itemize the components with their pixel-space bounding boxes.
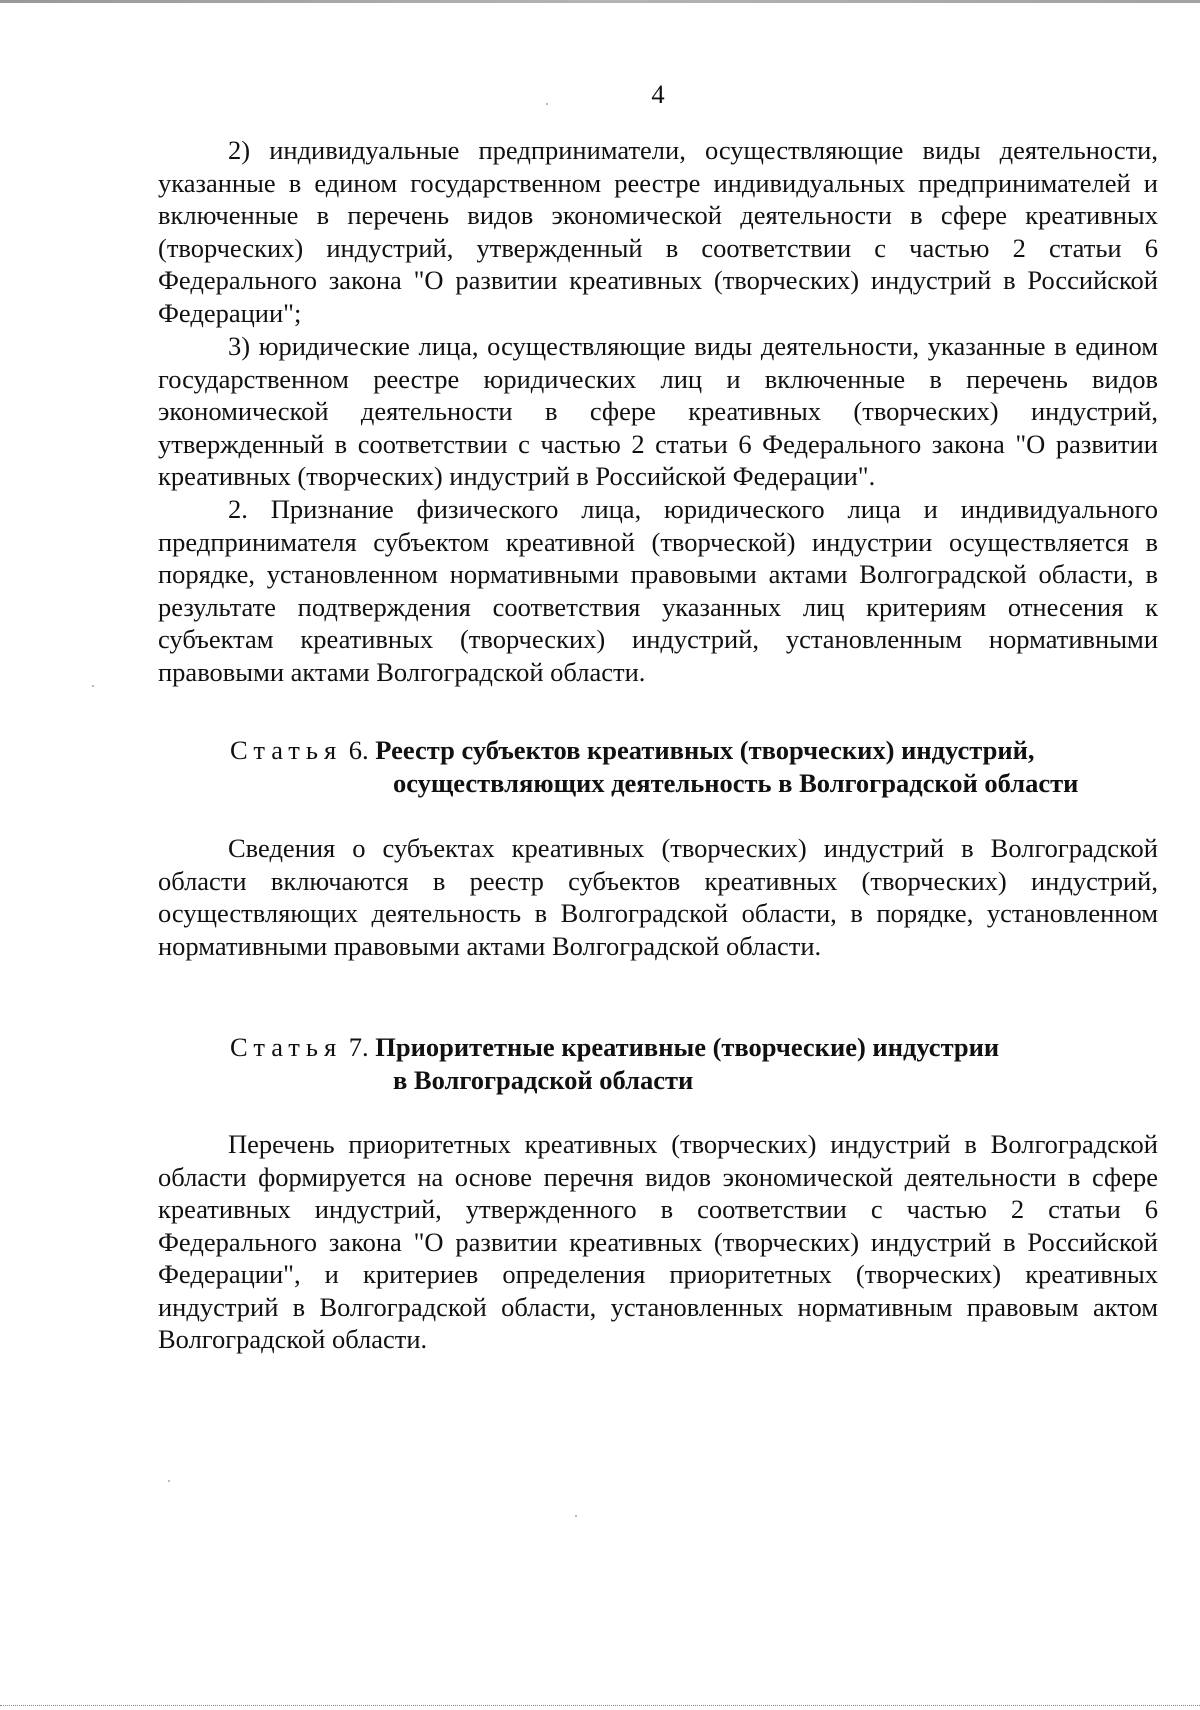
article-7-title-line2: в Волгоградской области [393, 1064, 694, 1095]
article-7-number: 7. [348, 1032, 369, 1062]
scan-speck [575, 1515, 577, 1517]
scan-speck [92, 685, 94, 687]
scan-speck [168, 1480, 170, 1482]
article-7-label: Статья [230, 1032, 343, 1062]
paragraph-legal-entities: 3) юридические лица, осуществляющие виды деятельности, указанные в едином государственном реестре юридических лиц и включенные в перечень видов экономической деятельности в сфере креативных (творческих) индустрий, утвержденный в соответствии с частью 2 статьи 6 Федерального закона "О развитии креативных (творческих) индустрий в Российской Федерации". [158, 331, 1158, 491]
article-6-title-line1: Реестр субъектов креативных (творческих) индустрий, [375, 735, 1035, 765]
article-7-title-line1: Приоритетные креативные (творческие) индустрии [375, 1032, 1000, 1062]
scan-speck [546, 103, 548, 105]
article-7-heading [230, 1031, 1130, 1096]
article-6-heading [230, 734, 1130, 799]
scan-edge-top [0, 0, 1200, 3]
paragraph-registry: Сведения о субъектах креативных (творческих) индустрий в Волгоградской области включаются в реестр субъектов креативных (творческих) индустрий, осуществляющих деятельность в Волгоградской области, в порядке, установленном нормативными правовыми актами Волгоградской области. [158, 833, 1158, 961]
page-number: 4 [651, 79, 665, 109]
paragraph-individual-entrepreneurs: 2) индивидуальные предприниматели, осуществляющие виды деятельности, указанные в едином государственном реестре индивидуальных предпринимателей и включенные в перечень видов экономической деятельности в сфере креативных (творческих) индустрий, утвержденный в соответствии с частью 2 статьи 6 Федерального закона "О развитии креативных (творческих) индустрий в Российской Федерации"; [158, 135, 1158, 328]
article-6-label: Статья [230, 735, 343, 765]
article-6-number: 6. [348, 735, 369, 765]
article-6-title-line2: осуществляющих деятельность в Волгоградской области [393, 767, 1079, 798]
paragraph-recognition: 2. Признание физического лица, юридического лица и индивидуального предпринимателя субъектом креативной (творческой) индустрии осуществляется в порядке, установленном нормативными правовыми актами Волгоградской области, в результате подтверждения соответствия указанных лиц критериям отнесения к субъектам креативных (творческих) индустрий, установленным нормативными правовыми актами Волгоградской области. [158, 494, 1158, 687]
scan-edge-bottom [0, 1705, 1200, 1710]
paragraph-priority-list: Перечень приоритетных креативных (творческих) индустрий в Волгоградской области формируется на основе перечня видов экономической деятельности в сфере креативных индустрий, утвержденного в соответствии с частью 2 статьи 6 Федерального закона "О развитии креативных (творческих) индустрий в Российской Федерации", и критериев определения приоритетных (творческих) креативных индустрий в Волгоградской области, установленных нормативным правовым актом Волгоградской области. [158, 1129, 1158, 1354]
